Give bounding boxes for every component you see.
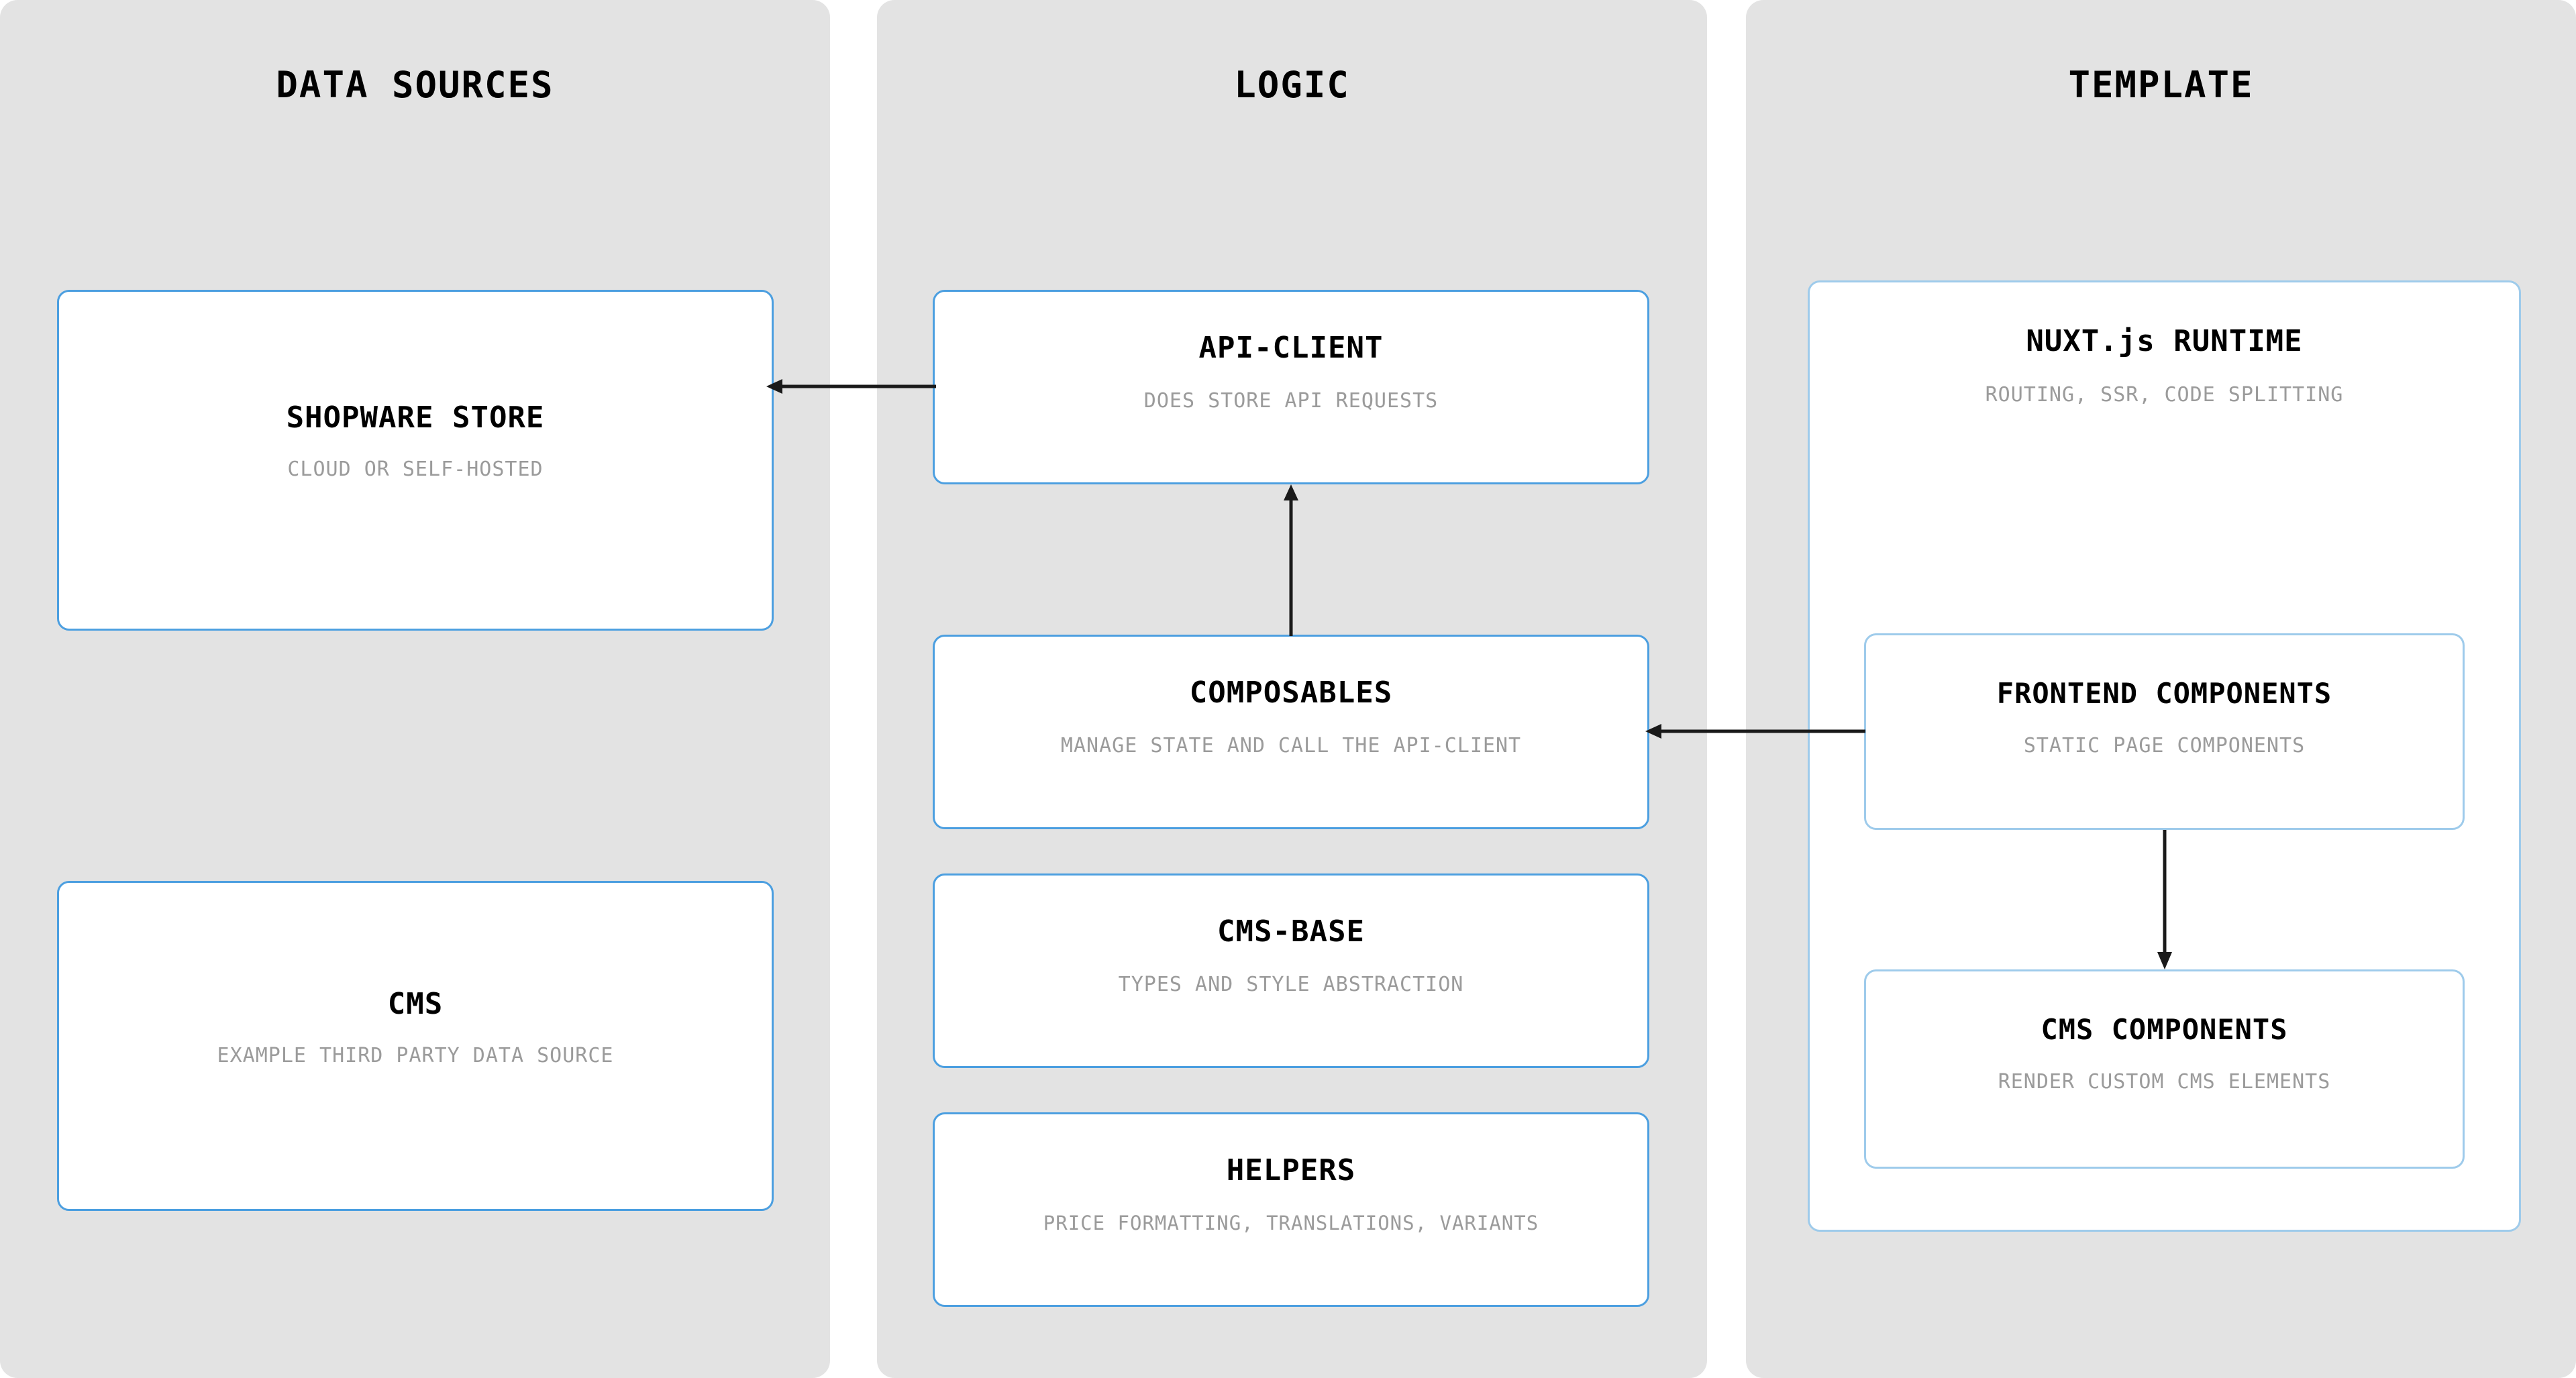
card-subtitle-nuxt-runtime: ROUTING, SSR, CODE SPLITTING [1985,383,2344,407]
card-title-cms: CMS [387,987,444,1021]
card-frontend-components[interactable] [1864,633,2465,830]
card-subtitle-composables: MANAGE STATE AND CALL THE API-CLIENT [1060,734,1522,757]
arrow-composables-to-api-client [1278,483,1304,639]
arrow-frontend-components-to-composables [1644,718,1868,745]
card-subtitle-api-client: DOES STORE API REQUESTS [1143,389,1439,413]
arrow-api-client-to-shopware-store [765,373,939,400]
card-cms[interactable] [57,881,774,1211]
card-api-client[interactable] [933,290,1649,484]
card-title-helpers: HELPERS [1226,1153,1356,1187]
card-title-shopware-store: SHOPWARE STORE [286,401,545,435]
card-subtitle-cms: EXAMPLE THIRD PARTY DATA SOURCE [217,1044,614,1067]
card-subtitle-shopware-store: CLOUD OR SELF-HOSTED [287,458,544,481]
card-subtitle-helpers: PRICE FORMATTING, TRANSLATIONS, VARIANTS [1043,1212,1539,1234]
card-helpers[interactable] [933,1112,1649,1307]
column-title-logic: LOGIC [1234,64,1350,106]
card-title-cms-base: CMS-BASE [1217,914,1365,949]
card-subtitle-cms-base: TYPES AND STYLE ABSTRACTION [1118,973,1464,996]
card-shopware-store[interactable] [57,290,774,631]
column-title-data-sources: DATA SOURCES [276,64,554,106]
card-subtitle-frontend-components: STATIC PAGE COMPONENTS [2023,734,2306,757]
card-subtitle-cms-components: RENDER CUSTOM CMS ELEMENTS [1998,1070,2331,1094]
card-cms-base[interactable] [933,873,1649,1068]
column-title-template: TEMPLATE [2068,64,2254,106]
card-title-nuxt-runtime: NUXT.js RUNTIME [2026,324,2303,358]
arrow-frontend-components-to-cms-components [2151,830,2178,972]
card-composables[interactable] [933,635,1649,829]
card-title-frontend-components: FRONTEND COMPONENTS [1996,677,2332,710]
card-title-composables: COMPOSABLES [1189,676,1393,710]
card-title-api-client: API-CLIENT [1198,331,1384,365]
card-title-cms-components: CMS COMPONENTS [2041,1013,2288,1046]
card-cms-components[interactable] [1864,969,2465,1169]
